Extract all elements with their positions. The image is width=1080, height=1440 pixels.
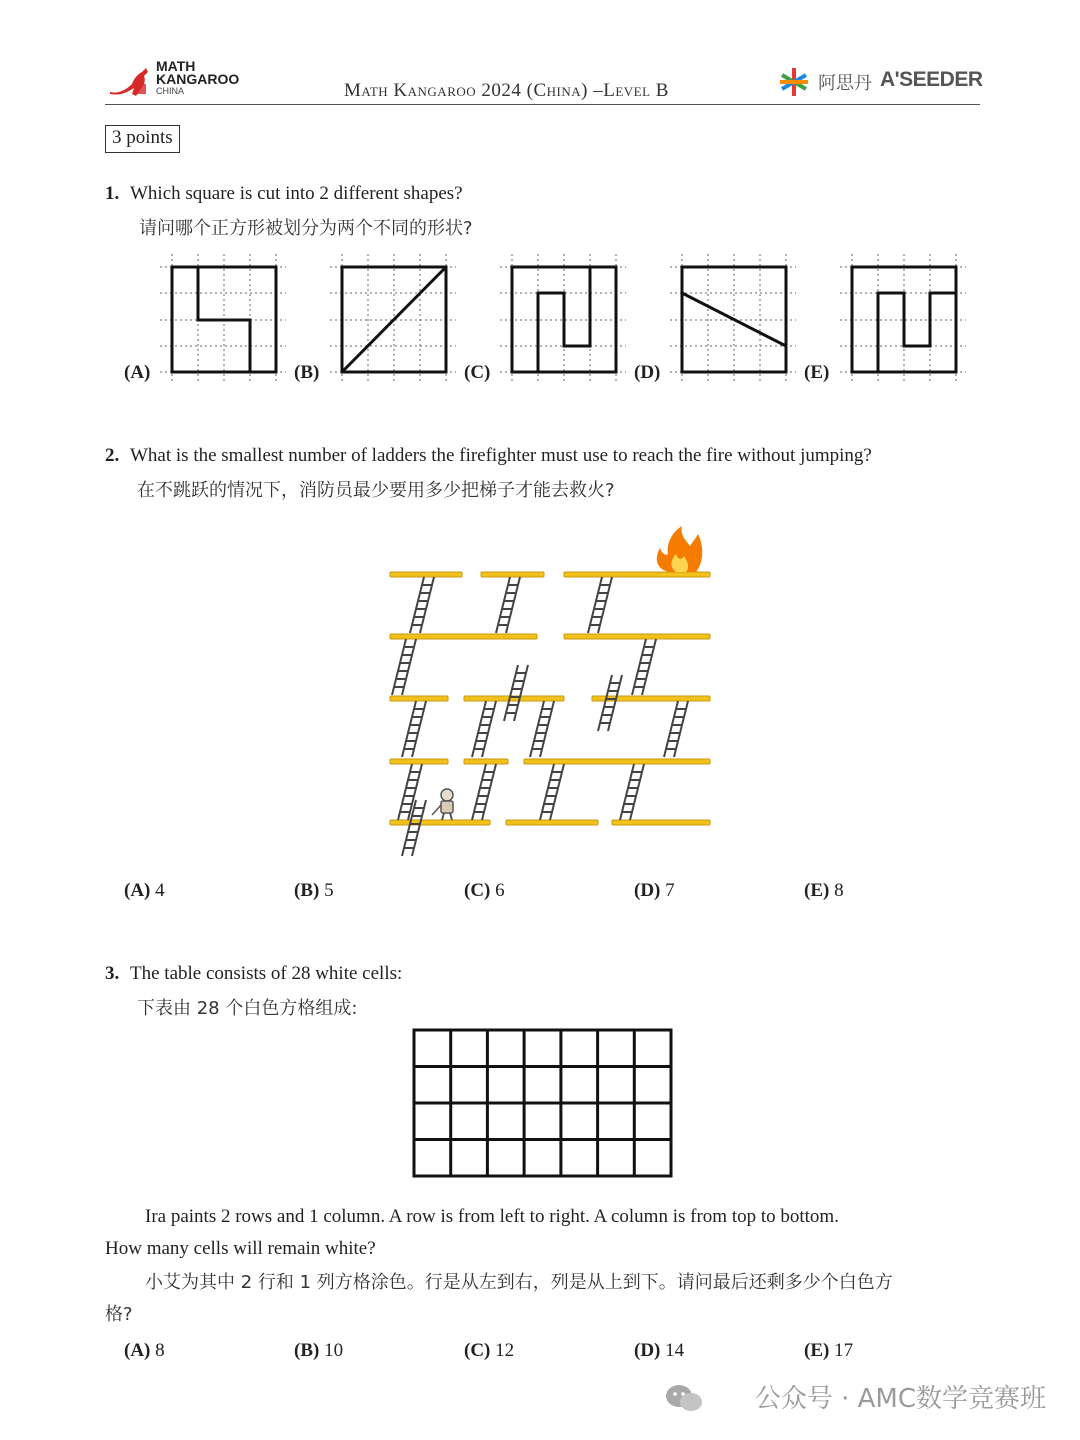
kangaroo-icon	[108, 66, 152, 98]
q1-text-cn: 请问哪个正方形被划分为两个不同的形状?	[139, 218, 473, 239]
q1-figures	[118, 252, 978, 392]
wechat-icon	[664, 1382, 704, 1414]
q1-option-d: (D)	[634, 362, 661, 383]
q3-para-en-1: Ira paints 2 rows and 1 column. A row is from left to right. A column is from top to bottom.	[145, 1206, 839, 1227]
q2-number: 2.	[105, 445, 120, 466]
q2-option-d: (D) 7	[634, 880, 675, 901]
logo-china-text: CHINA	[156, 86, 185, 96]
q3-option-e: (E) 17	[804, 1340, 854, 1361]
logo-math-text: MATH	[156, 58, 196, 74]
figure-e	[840, 254, 966, 382]
q1-text-en: Which square is cut into 2 different shapes?	[130, 183, 463, 204]
q1-text	[105, 178, 463, 210]
q2-ladder-figure	[380, 510, 720, 860]
q2-option-b: (B) 5	[294, 880, 334, 901]
q3-option-c: (C) 12	[464, 1340, 515, 1361]
math-kangaroo-logo	[108, 58, 238, 102]
q2-text-en: What is the smallest number of ladders the firefighter must use to reach the fire without jumping?	[130, 445, 872, 466]
q3-text-cn: 下表由 28 个白色方格组成:	[137, 998, 358, 1019]
points-label: 3 points	[105, 125, 180, 153]
q1-option-c: (C)	[464, 362, 491, 383]
q2-option-a: (A) 4	[124, 880, 165, 901]
q3-option-d: (D) 14	[634, 1340, 685, 1361]
q2-option-e: (E) 8	[804, 880, 844, 901]
figure-d	[670, 254, 796, 382]
q2-option-c: (C) 6	[464, 880, 505, 901]
figure-c	[500, 254, 626, 382]
aseeder-en-text: A'SEEDER	[880, 68, 983, 91]
q3-text	[105, 958, 402, 990]
firefighter-icon	[432, 789, 453, 820]
q2-text-cn: 在不跳跃的情况下，消防员最少要用多少把梯子才能去救火?	[137, 480, 615, 501]
header-divider	[105, 104, 980, 105]
q1-option-e: (E)	[804, 362, 830, 383]
aseeder-cn-text: 阿思丹	[818, 73, 872, 94]
q1-number: 1.	[105, 183, 120, 204]
q3-grid-table	[412, 1028, 674, 1180]
q1-option-b: (B)	[294, 362, 320, 383]
q3-option-b: (B) 10	[294, 1340, 344, 1361]
page-title: Math Kangaroo 2024 (China) –Level B	[344, 80, 669, 101]
q3-para-cn-1: 小艾为其中 2 行和 1 列方格涂色。行是从左到右，列是从上到下。请问最后还剩多少个白色方	[145, 1272, 893, 1293]
q3-number: 3.	[105, 963, 120, 984]
q3-option-a: (A) 8	[124, 1340, 165, 1361]
q1-option-a: (A)	[124, 362, 151, 383]
figure-a	[160, 254, 286, 382]
figure-b	[330, 254, 456, 382]
fire-icon	[657, 526, 702, 572]
q3-para-en-2: How many cells will remain white?	[105, 1238, 376, 1259]
aseeder-logo	[778, 64, 983, 100]
logo-kangaroo-text: KANGAROO	[156, 71, 240, 87]
q3-text-en: The table consists of 28 white cells:	[130, 963, 403, 984]
q3-para-cn-2: 格?	[105, 1304, 133, 1325]
asterisk-logo-icon	[778, 66, 810, 98]
watermark-text: 公众号 · AMC数学竞赛班	[754, 1384, 1046, 1414]
ladders	[392, 577, 688, 856]
q2-text	[105, 440, 872, 472]
